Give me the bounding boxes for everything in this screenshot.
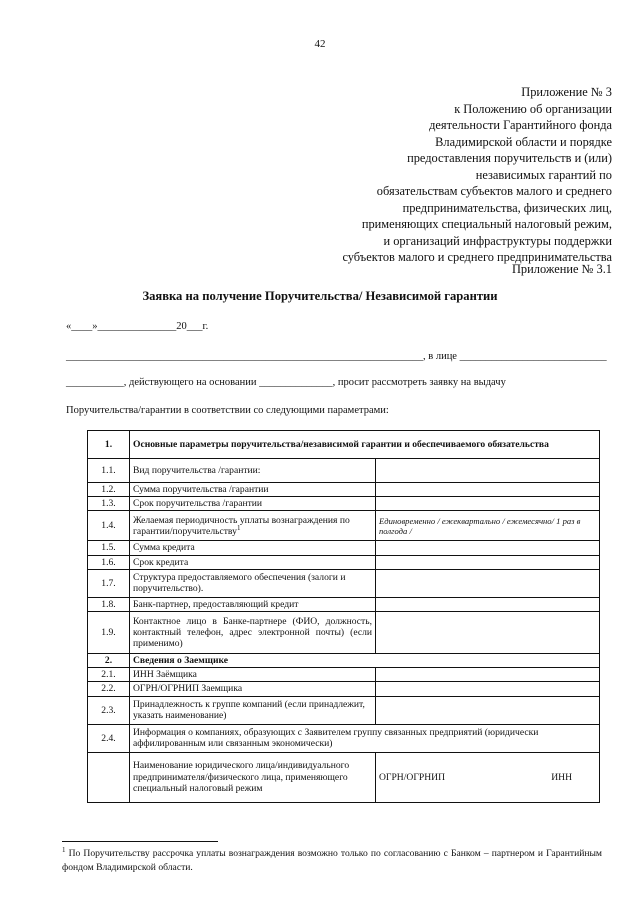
row-label-text: Желаемая периодичность уплаты вознаграждения по гарантии/поручительству — [133, 514, 350, 537]
row-label: Банк-партнер, предоставляющий кредит — [130, 597, 376, 611]
footnote-marker: 1 — [236, 523, 241, 532]
row-number: 1.8. — [88, 597, 130, 611]
row-label: Срок поручительства /гарантии — [130, 497, 376, 511]
appendix-line: Владимирской области и порядке — [435, 134, 612, 149]
appendix-line: к Положению об организации — [454, 101, 612, 116]
row-label: ОГРН/ОГРНИП Заемщика — [130, 682, 376, 696]
appendix-line: независимых гарантий по — [475, 167, 612, 182]
footnote — [62, 847, 602, 874]
table-row — [88, 668, 600, 682]
row-value-field[interactable] — [376, 696, 600, 724]
appendix-header — [292, 84, 612, 266]
row-label: Принадлежность к группе компаний (если принадлежит, указать наименование) — [130, 696, 376, 724]
row-number: 1.7. — [88, 569, 130, 597]
date-field-line: «____»_______________20___г. — [66, 321, 209, 332]
row-number: 2. — [88, 654, 130, 668]
affiliate-column-headers — [379, 772, 596, 783]
row-value-field[interactable] — [376, 459, 600, 483]
row-label — [130, 511, 376, 541]
row-label: Сумма кредита — [130, 541, 376, 555]
appendix-line: применяющих специальный налоговый режим, — [361, 217, 612, 231]
row-number: 1. — [88, 431, 130, 459]
row-label: Наименование юридического лица/индивидуального предпринимателя/физического лица, применяющего специальный налоговый режим — [130, 752, 376, 802]
table-row — [88, 569, 600, 597]
table-row — [88, 511, 600, 541]
parameters-intro: Поручительства/гарантии в соответствии со следующими параметрами: — [66, 405, 389, 416]
inn-column-label: ИНН — [551, 771, 573, 783]
page-number: 42 — [314, 38, 326, 50]
row-value-field[interactable] — [376, 483, 600, 497]
row-number: 2.4. — [88, 724, 130, 752]
row-value-field[interactable] — [376, 682, 600, 696]
footnote-divider — [62, 841, 218, 842]
footnote-number: 1 — [62, 845, 66, 854]
appendix-line: и организаций инфраструктуры поддержки — [383, 233, 612, 248]
appendix-line: обязательствам субъектов малого и среднего — [376, 184, 612, 198]
application-table — [87, 430, 600, 803]
applicant-name-line: ____________________________________________________________________, в лице ____________________________ — [66, 351, 607, 362]
table-row — [88, 724, 600, 752]
row-number-empty — [88, 752, 130, 802]
table-section-row — [88, 654, 600, 668]
table-row — [88, 597, 600, 611]
row-number: 1.2. — [88, 483, 130, 497]
row-number: 1.6. — [88, 555, 130, 569]
row-number: 1.1. — [88, 459, 130, 483]
row-value-field[interactable] — [376, 497, 600, 511]
row-number: 1.5. — [88, 541, 130, 555]
document-title: Заявка на получение Поручительства/ Независимой гарантии — [142, 289, 498, 303]
row-number: 2.3. — [88, 696, 130, 724]
appendix-line: субъектов малого и среднего предпринимательства — [342, 250, 612, 264]
table-row — [88, 612, 600, 654]
row-number: 1.9. — [88, 612, 130, 654]
table-row — [88, 459, 600, 483]
appendix-line: предоставления поручительств и (или) — [407, 151, 612, 165]
sub-appendix-label: Приложение № 3.1 — [511, 262, 612, 276]
row-value-field[interactable] — [376, 541, 600, 555]
table-row — [88, 682, 600, 696]
row-label: Сумма поручительства /гарантии — [130, 483, 376, 497]
row-number: 2.1. — [88, 668, 130, 682]
table-row — [88, 696, 600, 724]
basis-line: ___________, действующего на основании ______________, просит рассмотреть заявку на выдачу — [66, 377, 506, 388]
table-row — [88, 555, 600, 569]
table-row — [88, 483, 600, 497]
row-label: Вид поручительства /гарантии: — [130, 459, 376, 483]
ogrn-column-label: ОГРН/ОГРНИП — [379, 771, 445, 783]
table-section-row — [88, 431, 600, 459]
appendix-line: Приложение № 3 — [521, 85, 612, 99]
table-row — [88, 752, 600, 802]
row-number: 1.3. — [88, 497, 130, 511]
payment-frequency-options[interactable]: Единовременно / ежеквартально / ежемесячно/ 1 раз в полгода / — [376, 511, 600, 541]
table-row — [88, 497, 600, 511]
footnote-text: По Поручительству рассрочка уплаты вознаграждения возможно только по согласованию с Банком – партнером и Гарантийным фондом Владимирской области. — [62, 848, 602, 873]
row-label: Структура предоставляемого обеспечения (залоги и поручительство). — [130, 569, 376, 597]
row-value-field[interactable] — [376, 569, 600, 597]
section-heading: Основные параметры поручительства/независимой гарантии и обеспечиваемого обязательства — [130, 431, 600, 459]
row-value-field[interactable] — [376, 555, 600, 569]
section-heading: Сведения о Заемщике — [130, 654, 600, 668]
row-value-field[interactable] — [376, 612, 600, 654]
affiliate-columns — [376, 752, 600, 802]
row-number: 2.2. — [88, 682, 130, 696]
row-label: Контактное лицо в Банке-партнере (ФИО, должность, контактный телефон, адрес электронной почты) (если применимо) — [130, 612, 376, 654]
appendix-line: деятельности Гарантийного фонда — [429, 118, 612, 132]
row-label: Информация о компаниях, образующих с Заявителем группу связанных предприятий (юридически аффилированным или связанным экономически) — [130, 724, 600, 752]
appendix-line: предпринимательства, физических лиц, — [402, 200, 612, 215]
table-row — [88, 541, 600, 555]
row-value-field[interactable] — [376, 597, 600, 611]
row-number: 1.4. — [88, 511, 130, 541]
row-label: ИНН Заёмщика — [130, 668, 376, 682]
row-value-field[interactable] — [376, 668, 600, 682]
row-label: Срок кредита — [130, 555, 376, 569]
